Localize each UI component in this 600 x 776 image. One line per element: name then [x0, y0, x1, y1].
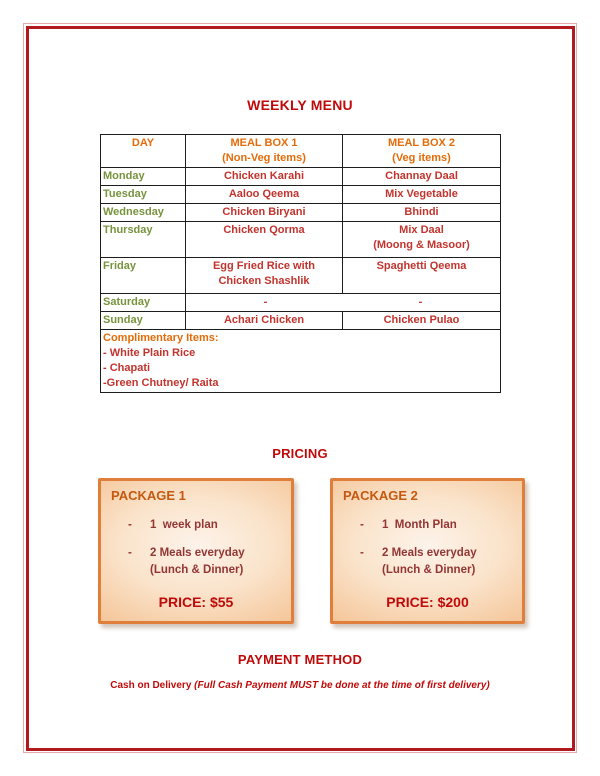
bullet-dash: -: [360, 547, 364, 559]
meal-text: Egg Fried Rice with: [212, 260, 316, 272]
day-cell: Monday: [101, 168, 186, 186]
table-row-monday: [101, 168, 501, 186]
meal-text: Aaloo Qeema: [228, 188, 300, 200]
table-row-saturday: [101, 294, 501, 312]
header-line: MEAL BOX 2: [387, 137, 456, 149]
table-row-friday: [101, 258, 501, 294]
bullet-dash: -: [128, 519, 132, 531]
bullet-text: [150, 517, 291, 534]
package-bullet: [128, 545, 291, 579]
complimentary-item: - Chapati: [103, 362, 151, 374]
payment-method-heading: PAYMENT METHOD: [237, 652, 363, 667]
meal-text: -: [418, 296, 423, 308]
mealbox2-cell: [343, 222, 501, 258]
meal-text: Chicken Pulao: [383, 314, 460, 326]
bullet-line: 2 Meals everyday: [382, 547, 477, 559]
package-price: PRICE: $55: [158, 594, 234, 610]
mealbox1-cell: [186, 168, 343, 186]
saturday-dashes: [188, 295, 498, 310]
package-name: PACKAGE 2: [343, 488, 418, 503]
meal-text: -: [263, 296, 268, 308]
table-row-sunday: [101, 312, 501, 330]
day-cell: Sunday: [101, 312, 186, 330]
bullet-text: [382, 517, 522, 534]
bullet-line: 1 week plan: [150, 519, 218, 531]
column-header-mealbox1: [186, 135, 343, 168]
table-row-tuesday: [101, 186, 501, 204]
payment-note-bold: Cash on Delivery: [110, 680, 195, 691]
package-name: PACKAGE 1: [111, 488, 186, 503]
package-1-card: [98, 478, 294, 624]
pricing-heading: PRICING: [272, 446, 328, 461]
complimentary-cell: [101, 330, 501, 393]
meal-text: Mix Daal: [399, 224, 444, 236]
package-bullet: [360, 517, 522, 534]
bullet-line: (Lunch & Dinner): [382, 564, 476, 576]
payment-note-italic: (Full Cash Payment MUST be done at the time of first delivery): [194, 680, 490, 691]
package-2-card: [330, 478, 525, 624]
complimentary-item: - White Plain Rice: [103, 347, 196, 359]
header-line: MEAL BOX 1: [230, 137, 298, 149]
day-cell: Saturday: [101, 294, 186, 312]
package-bullet: [360, 545, 522, 579]
package-bullet: [128, 517, 291, 534]
complimentary-title: Complimentary Items:: [103, 332, 219, 344]
mealbox1-cell: [186, 258, 343, 294]
meal-text: Channay Daal: [385, 170, 458, 182]
meal-text: Achari Chicken: [223, 314, 305, 326]
header-line: (Veg items): [392, 152, 451, 164]
mealbox2-cell: [343, 312, 501, 330]
meal-text: Spaghetti Qeema: [376, 260, 467, 272]
mealbox2-cell: [343, 204, 501, 222]
table-row-complimentary: [101, 330, 501, 393]
header-line: (Non-Veg items): [222, 152, 306, 164]
weekly-menu-table: [100, 134, 501, 393]
bullet-dash: -: [360, 519, 364, 531]
meal-text: Chicken Shashlik: [218, 275, 310, 287]
meal-text: Chicken Qorma: [223, 224, 305, 236]
meal-text: Bhindi: [404, 206, 439, 218]
bullet-line: 2 Meals everyday: [150, 547, 245, 559]
page-title: WEEKLY MENU: [247, 97, 353, 113]
meal-text: Chicken Karahi: [223, 170, 305, 182]
meal-text: Mix Vegetable: [385, 188, 458, 200]
mealbox1-cell: [186, 222, 343, 258]
mealbox2-cell: [343, 186, 501, 204]
day-cell: Wednesday: [101, 204, 186, 222]
column-header-day: DAY: [101, 135, 186, 168]
mealbox1-cell: [186, 312, 343, 330]
bullet-text: [382, 545, 522, 579]
bullet-text: [150, 545, 291, 579]
table-header-row: [101, 135, 501, 168]
bullet-dash: -: [128, 547, 132, 559]
payment-note: [0, 680, 600, 691]
column-header-mealbox2: [343, 135, 501, 168]
complimentary-item: -Green Chutney/ Raita: [103, 377, 219, 389]
day-cell: Thursday: [101, 222, 186, 258]
mealbox1-cell: [186, 186, 343, 204]
day-cell: Tuesday: [101, 186, 186, 204]
merged-meal-cell: [186, 294, 501, 312]
table-row-wednesday: [101, 204, 501, 222]
mealbox2-cell: [343, 168, 501, 186]
mealbox2-cell: [343, 258, 501, 294]
mealbox1-cell: [186, 204, 343, 222]
package-price: PRICE: $200: [386, 594, 469, 610]
day-cell: Friday: [101, 258, 186, 294]
meal-text: (Moong & Masoor): [373, 239, 470, 251]
meal-text: Chicken Biryani: [222, 206, 306, 218]
bullet-line: 1 Month Plan: [382, 519, 457, 531]
table-row-thursday: [101, 222, 501, 258]
bullet-line: (Lunch & Dinner): [150, 564, 244, 576]
